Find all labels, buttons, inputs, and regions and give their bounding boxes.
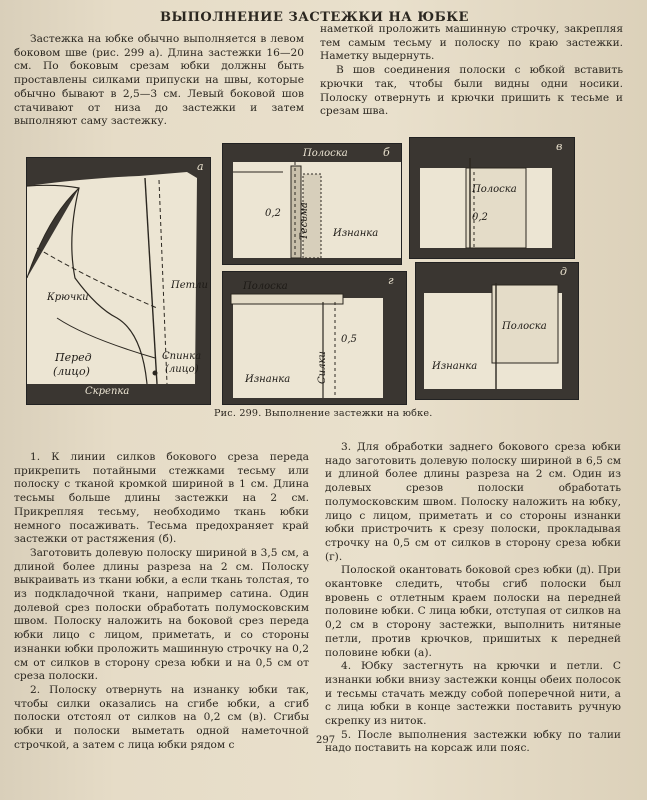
paragraph: наметкой проложить машинную строчку, закрепляя тем самым тесьму и полоску по краю застежки. Наметку выдернуть.	[320, 23, 623, 63]
figure-label: Изнанка	[245, 374, 291, 385]
figure-caption: Рис. 299. Выполнение застежки на юбке.	[214, 408, 433, 419]
figure-label: 0,2	[265, 208, 281, 219]
figure-letter: в	[556, 140, 563, 153]
figure-label: Полоска	[472, 184, 517, 195]
bottom-right-column	[325, 441, 621, 756]
paragraph: 3. Для обработки заднего бокового среза юбки надо заготовить долевую полоску шириной в 6,5 см и длиной более длины разреза на 2 см. Один из долевых срезов полоски обработать полумосковским швом. Полоску наложить на юбку, лицо с лицом, приметать и со стороны изнанки юбки пристрочить к срезу полоски, прокладывая строчку на 0,5 см от силков в сторону среза юбки (г).	[325, 441, 621, 563]
figure-label: Крючки	[47, 292, 89, 303]
paragraph: 2. Полоску отвернуть на изнанку юбки так, чтобы силки оказались на сгибе юбки, а сгиб полоски отстоял от силков на 0,2 см (в). Сгибы юбки и полоски выметать одной наметочной строчкой, а затем с лица юбки рядом с	[14, 683, 309, 751]
figure-label: Петли	[171, 280, 208, 291]
figure-v	[409, 137, 575, 259]
figure-label: Изнанка	[432, 361, 478, 372]
figure-label: Изнанка	[333, 228, 379, 239]
figure-a	[26, 157, 211, 405]
figure-label: Полоска	[502, 321, 547, 332]
top-right-column	[320, 23, 623, 119]
figure-label: Силки	[317, 351, 328, 384]
paragraph: Полоской окантовать боковой срез юбки (д). При окантовке следить, чтобы сгиб полоски был вровень с отлетным краем полоски на передней половине юбки. С лица юбки, отступая от силков на 0,2 см в сторону застежки, выполнить нитяные петли, против крючков, пришитых к передней половине юбки (а).	[325, 564, 621, 659]
figure-label: Скрепка	[85, 386, 130, 397]
figure-label: Полоска	[303, 148, 348, 159]
figure-label: Тесьма	[299, 202, 310, 240]
figure-label: Полоска	[243, 281, 288, 292]
figure-letter: д	[560, 265, 567, 278]
paragraph: 4. Юбку застегнуть на крючки и петли. С изнанки юбки внизу застежки концы обеих полосок и тесьмы стачать между собой поперечной нити, а с лица юбки в конце застежки поставить ручную скрепку из ниток.	[325, 660, 621, 728]
figure-label: 0,2	[472, 212, 488, 223]
page-number: 297	[316, 735, 336, 746]
page-title: ВЫПОЛНЕНИЕ ЗАСТЕЖКИ НА ЮБКЕ	[160, 10, 469, 25]
paragraph: 5. После выполнения застежки юбку по талии надо поставить на корсаж или пояс.	[325, 728, 621, 755]
figure-d	[415, 262, 579, 400]
figure-letter: г	[388, 274, 394, 287]
figure-label: Спинка	[162, 351, 202, 362]
figure-label: (лицо)	[165, 364, 199, 375]
bottom-left-column	[14, 451, 309, 752]
paragraph: Застежка на юбке обычно выполняется в левом боковом шве (рис. 299 а). Длина застежки 16—20 см. По боковым срезам юбки должны быть проставлены силками припуски на швы, которые обычно бывают в 2,5—3 см. Левый боковой шов стачивают от низа до застежки и затем выполняют саму застежку.	[14, 33, 304, 128]
paragraph: 1. К линии силков бокового среза переда прикрепить потайными стежками тесьму или полоску с тканой кромкой шириной в 1 см. Длина тесьмы больше длины застежки на 2 см. Прикрепляя тесьму, необходимо ткань юбки немного посаживать. Тесьма предохраняет край застежки от растяжения (б).	[14, 451, 309, 546]
figure-label: 0,5	[341, 334, 357, 345]
top-left-column	[14, 33, 304, 129]
figure-label: Перед	[55, 351, 92, 364]
paragraph: В шов соединения полоски с юбкой вставить крючки так, чтобы были видны одни носики. Полоску отвернуть и крючки пришить к тесьме и срезам шва.	[320, 64, 623, 118]
figure-letter: б	[383, 146, 390, 159]
figure-g	[222, 271, 407, 405]
figure-b	[222, 143, 402, 265]
figure-label: (лицо)	[53, 365, 90, 378]
figure-letter: а	[197, 160, 204, 173]
paragraph: Заготовить долевую полоску шириной в 3,5 см, а длиной более длины разреза на 2 см. Полоску выкраивать из ткани юбки, а если ткань толстая, то из подкладочной ткани, например сатина. Один долевой срез полоски обработать полумосковским швом. Полоску наложить на боковой срез переда юбки лицо с лицом, приметать, и со стороны изнанки юбки проложить машинную строчку на 0,2 см от силков в сторону среза юбки и на 0,5 см от среза полоски.	[14, 546, 309, 683]
